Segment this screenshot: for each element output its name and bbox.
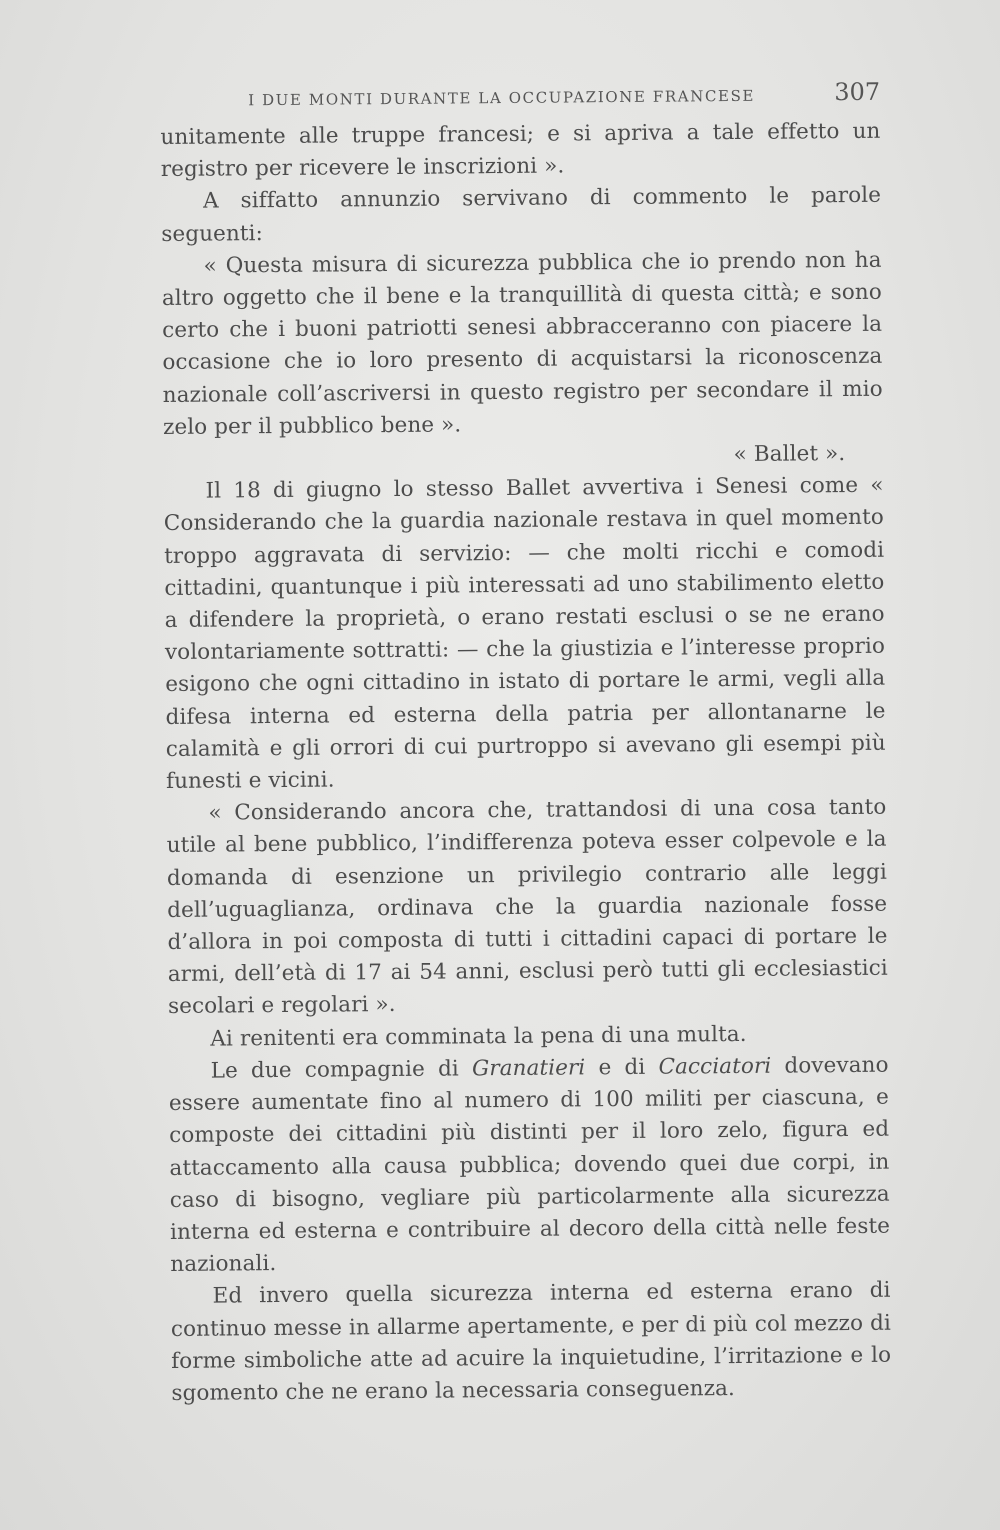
running-title: I DUE MONTI DURANTE LA OCCUPAZIONE FRANCESE xyxy=(248,86,756,110)
page-content xyxy=(160,76,892,1410)
granatieri-italic: Granatieri xyxy=(471,1055,586,1082)
compagnie-text-b: e di xyxy=(585,1054,659,1081)
paragraph-considerando: « Considerando ancora che, trattandosi di una cosa tanto utile al bene pubblico, l’indifferenza poteva esser colpevole e la domanda di esenzione un privilegio contrario alle leggi dell’uguaglianza, ordinava che la guardia nazionale fosse d’allora in poi composta di tutti i cittadini capaci di portare le armi, dell’età di 17 ai 54 anni, esclusi però tutti gli ecclesiastici secolari e regolari ». xyxy=(166,794,888,1020)
paragraph-compagnie xyxy=(168,1050,890,1282)
paragraph-sicurezza: Ed invero quella sicurezza interna ed esterna erano di continuo messe in allarme apertamente, e per di più col mezzo di forme simboliche atte ad acuire la inquietudine, l’irritazione e lo sgomento che ne erano la necessaria conseguenza. xyxy=(170,1277,892,1406)
signature-ballet: « Ballet ». xyxy=(733,441,846,468)
compagnie-text-a: Le due compagnie di xyxy=(210,1056,473,1084)
page-number: 307 xyxy=(834,77,881,107)
paragraph-renitenti: Ai renitenti era comminata la pena di una multa. xyxy=(210,1021,747,1052)
body-text xyxy=(160,116,891,1410)
compagnie-text-c: dovevano essere aumentate fino al numero di 100 militi per ciascuna, e composte dei cittadini più distinti per il loro zelo, figura ed attaccamento alla causa pubblica; dovendo quei due corpi, in caso di bisogno, vegliare più particolarmente alla sicurezza interna ed esterna e contribuire al decoro della città nelle feste nazionali. xyxy=(168,1052,891,1278)
paragraph-continuation: unitamente alle truppe francesi; e si apriva a tale effetto un registro per ricevere le inscrizioni ». xyxy=(160,118,881,183)
paragraph-quote-ballet: « Questa misura di sicurezza pubblica che io prendo non ha altro oggetto che il bene e la tranquillità di questa città; e sono certo che i buoni patriotti senesi abbracceranno con piacere la occasione che io loro presento di acquistarsi la riconoscenza nazionale coll’ascriversi in questo registro per secondare il mio zelo per il pubblico bene ». xyxy=(161,247,883,440)
paragraph-june-18: Il 18 di giugno lo stesso Ballet avvertiva i Senesi come « Considerando che la guardia nazionale restava in quel momento troppo aggravata di servizio: — che molti ricchi e comodi cittadini, quantunque i più interessati ad uno stabilimento eletto a difendere la proprietà, o erano restati esclusi o se ne erano volontariamente sottratti: — che la giustizia e l’interesse proprio esigono che ogni cittadino in istato di portare le armi, vegli alla difesa interna ed esterna della patria per allontanarne le calamità e gli orrori di cui purtroppo si avevano gli esempi più funesti e vicini. xyxy=(163,472,886,795)
cacciatori-italic: Cacciatori xyxy=(658,1053,772,1080)
paragraph-intro-quote: A siffatto annunzio servivano di commento le parole seguenti: xyxy=(161,183,882,247)
running-head xyxy=(160,76,880,122)
